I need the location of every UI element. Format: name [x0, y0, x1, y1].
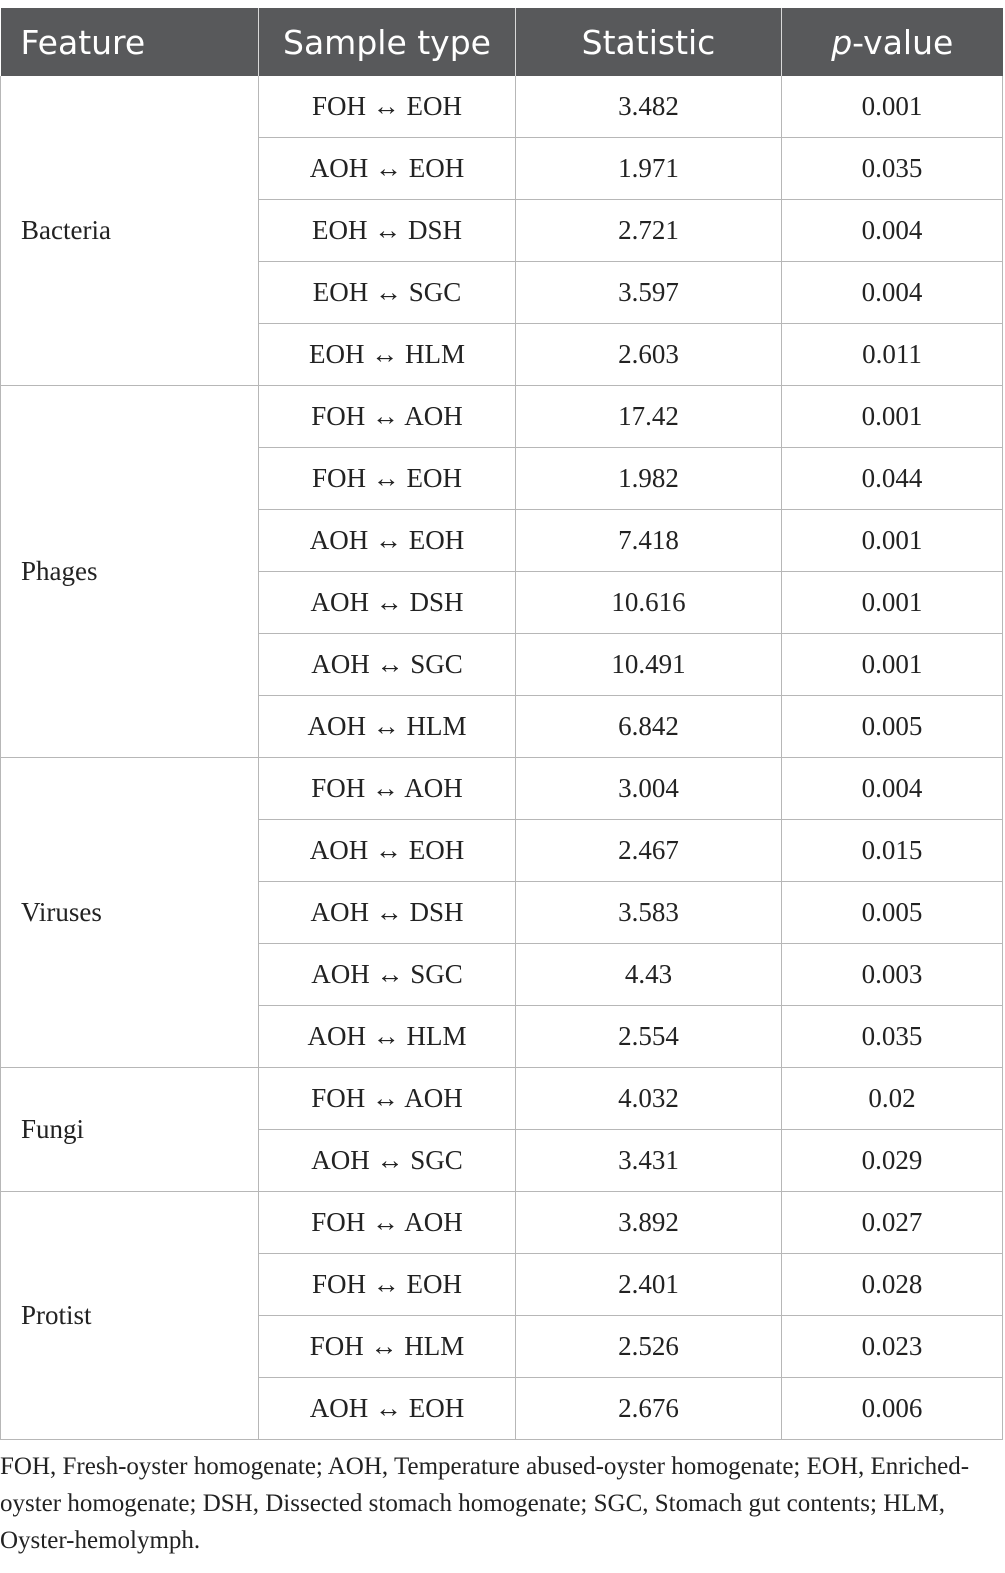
- feature-cell: Fungi: [1, 1068, 259, 1192]
- header-p-value: [782, 8, 1003, 76]
- sample-type-cell: AOH ↔ HLM: [259, 1006, 516, 1068]
- statistic-cell: 3.482: [516, 76, 782, 138]
- statistic-cell: 1.971: [516, 138, 782, 200]
- sample-type-cell: EOH ↔ SGC: [259, 262, 516, 324]
- statistic-cell: 4.032: [516, 1068, 782, 1130]
- p-value-cell: 0.001: [782, 572, 1003, 634]
- p-value-cell: 0.005: [782, 882, 1003, 944]
- p-value-cell: 0.035: [782, 1006, 1003, 1068]
- sample-type-cell: FOH ↔ HLM: [259, 1316, 516, 1378]
- statistic-cell: 3.431: [516, 1130, 782, 1192]
- table-body: [1, 76, 1003, 1440]
- sample-type-cell: AOH ↔ SGC: [259, 944, 516, 1006]
- statistic-cell: 10.491: [516, 634, 782, 696]
- statistic-cell: 7.418: [516, 510, 782, 572]
- statistic-cell: 2.721: [516, 200, 782, 262]
- sample-type-cell: AOH ↔ EOH: [259, 820, 516, 882]
- p-value-cell: 0.029: [782, 1130, 1003, 1192]
- statistic-cell: 3.597: [516, 262, 782, 324]
- header-row: [1, 8, 1003, 76]
- table-row: [1, 758, 1003, 820]
- table-row: [1, 76, 1003, 138]
- p-value-cell: 0.005: [782, 696, 1003, 758]
- sample-type-cell: AOH ↔ EOH: [259, 1378, 516, 1440]
- sample-type-cell: FOH ↔ EOH: [259, 448, 516, 510]
- p-value-cell: 0.003: [782, 944, 1003, 1006]
- p-value-cell: 0.001: [782, 76, 1003, 138]
- p-value-cell: 0.001: [782, 634, 1003, 696]
- statistic-cell: 2.401: [516, 1254, 782, 1316]
- feature-cell: Bacteria: [1, 76, 259, 386]
- p-value-cell: 0.004: [782, 262, 1003, 324]
- header-statistic: Statistic: [516, 8, 782, 76]
- statistic-cell: 3.004: [516, 758, 782, 820]
- feature-cell: Viruses: [1, 758, 259, 1068]
- statistic-cell: 2.554: [516, 1006, 782, 1068]
- p-value-cell: 0.006: [782, 1378, 1003, 1440]
- sample-type-cell: EOH ↔ HLM: [259, 324, 516, 386]
- statistic-cell: 3.892: [516, 1192, 782, 1254]
- statistic-cell: 4.43: [516, 944, 782, 1006]
- statistic-cell: 6.842: [516, 696, 782, 758]
- results-table: [0, 8, 1003, 1440]
- p-value-cell: 0.015: [782, 820, 1003, 882]
- p-value-cell: 0.011: [782, 324, 1003, 386]
- feature-cell: Protist: [1, 1192, 259, 1440]
- table-row: [1, 386, 1003, 448]
- sample-type-cell: FOH ↔ EOH: [259, 76, 516, 138]
- sample-type-cell: AOH ↔ SGC: [259, 634, 516, 696]
- statistic-cell: 10.616: [516, 572, 782, 634]
- p-value-cell: 0.001: [782, 510, 1003, 572]
- p-value-cell: 0.028: [782, 1254, 1003, 1316]
- statistic-cell: 3.583: [516, 882, 782, 944]
- statistic-cell: 17.42: [516, 386, 782, 448]
- statistic-cell: 2.526: [516, 1316, 782, 1378]
- header-p-value-suffix: -value: [852, 22, 954, 62]
- statistic-cell: 2.467: [516, 820, 782, 882]
- p-value-cell: 0.001: [782, 386, 1003, 448]
- p-value-cell: 0.02: [782, 1068, 1003, 1130]
- table-header: [1, 8, 1003, 76]
- feature-cell: Phages: [1, 386, 259, 758]
- sample-type-cell: AOH ↔ DSH: [259, 882, 516, 944]
- sample-type-cell: AOH ↔ EOH: [259, 138, 516, 200]
- table-row: [1, 1068, 1003, 1130]
- header-sample-type: Sample type: [259, 8, 516, 76]
- table-footnote: FOH, Fresh-oyster homogenate; AOH, Temperature abused-oyster homogenate; EOH, Enriched-oyster homogenate; DSH, Dissected stomach homogenate; SGC, Stomach gut contents; HLM, Oyster-hemolymph.: [0, 1453, 970, 1554]
- sample-type-cell: FOH ↔ AOH: [259, 1068, 516, 1130]
- p-value-cell: 0.023: [782, 1316, 1003, 1378]
- sample-type-cell: AOH ↔ DSH: [259, 572, 516, 634]
- statistic-cell: 2.676: [516, 1378, 782, 1440]
- sample-type-cell: FOH ↔ AOH: [259, 758, 516, 820]
- p-value-cell: 0.004: [782, 758, 1003, 820]
- sample-type-cell: FOH ↔ EOH: [259, 1254, 516, 1316]
- statistic-cell: 1.982: [516, 448, 782, 510]
- p-value-cell: 0.004: [782, 200, 1003, 262]
- header-feature: Feature: [1, 8, 259, 76]
- header-p-value-italic: p: [831, 22, 853, 62]
- p-value-cell: 0.035: [782, 138, 1003, 200]
- p-value-cell: 0.044: [782, 448, 1003, 510]
- sample-type-cell: AOH ↔ HLM: [259, 696, 516, 758]
- sample-type-cell: EOH ↔ DSH: [259, 200, 516, 262]
- p-value-cell: 0.027: [782, 1192, 1003, 1254]
- sample-type-cell: FOH ↔ AOH: [259, 386, 516, 448]
- sample-type-cell: AOH ↔ SGC: [259, 1130, 516, 1192]
- table-row: [1, 1192, 1003, 1254]
- results-table-container: [0, 8, 1002, 1440]
- statistic-cell: 2.603: [516, 324, 782, 386]
- sample-type-cell: AOH ↔ EOH: [259, 510, 516, 572]
- sample-type-cell: FOH ↔ AOH: [259, 1192, 516, 1254]
